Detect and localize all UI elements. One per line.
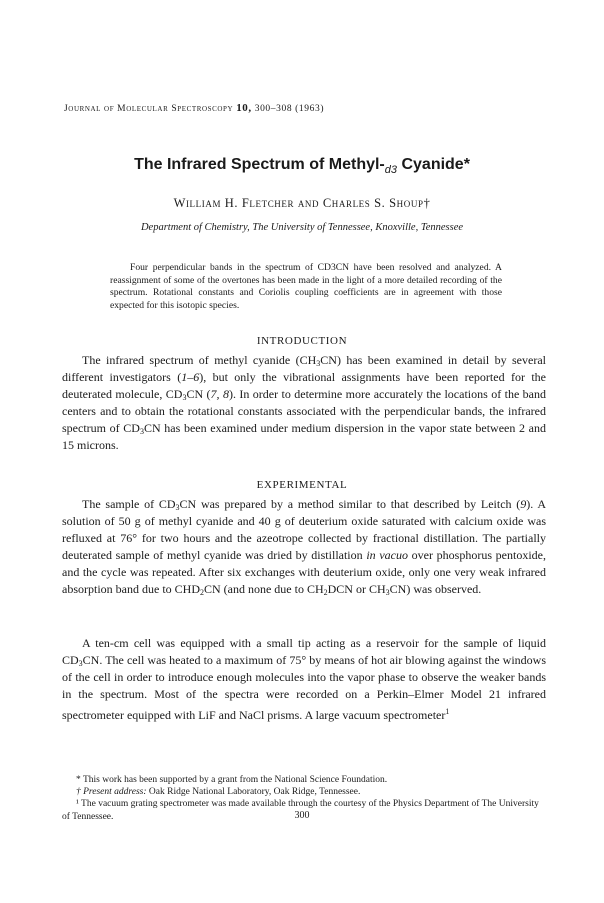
citation-1-6[interactable]: 1–6 [181, 370, 200, 385]
author-list: William H. Fletcher and Charles S. Shoup† [173, 196, 431, 210]
introduction-paragraph: The infrared spectrum of methyl cyanide $(CH_3CN)$ has been examined in detail by several different investigators (1–6), but only the vibrational assignments have been reported for the deuterated molecule, $CD_3CN$ (7, 8). In order to determine more accurately the locations of the band centers and to obtain the rotational constants associated with the perpendicular bands, the infrared spectrum of $CD_3CN$ has been examined under medium dispersion in the vapor state between 2 and 15 microns. [62, 353, 547, 453]
section-heading-experimental: EXPERIMENTAL [256, 479, 348, 491]
title-subscript: d3 [384, 164, 398, 177]
experimental-paragraph-2: A ten-cm cell was equipped with a small tip acting as a reservoir for the sample of liquid $CD_3CN$. The cell was heated to a maximum of 75° by means of hot air blowing against the windows of the cell in order to introduce enough molecules into the vapor phase to observe the weaker bands in the spectrum. Most of the spectra were recorded on a Perkin–Elmer Model 21 infrared spectrometer equipped with LiF and NaCl prisms. A large vacuum spectrometer$^1$ [62, 636, 546, 723]
abstract: Four perpendicular bands in the spectrum of CD3CN have been resolved and analyzed. A reassignment of some of the overtones has been made in the light of a more detailed recording of the spectrum. Rotational constants and Coriolis coupling coefficients are in agreement with those expected for this isotopic species. [110, 262, 502, 311]
citation-9[interactable]: 9 [520, 497, 527, 511]
journal-header [64, 102, 324, 114]
footnote-marker-1[interactable]: 1 [445, 707, 450, 717]
footnote-funding: * This work has been supported by a grant from the National Science Foundation. [76, 775, 388, 785]
experimental-paragraph-1: The sample of $CD_3CN$ was prepared by a method similar to that described by Leitch (9). A solution of 50 g of methyl cyanide and 40 g of deuterium oxide saturated with calcium oxide was refluxed at 76° for two hours and the azeotrope collected by fractional distillation. The partially deuterated sample of methyl cyanide was dried by distillation in vacuo over phosphorus pentoxide, and the cycle was repeated. After six exchanges with deuterium oxide, only one very weak infrared absorption band due to $CHD_2CN$ (and none due to $CH_2DCN$ or $CH_3CN$) was observed. [62, 497, 547, 598]
citation-7-8[interactable]: 7, 8 [210, 387, 229, 402]
section-heading-introduction: INTRODUCTION [256, 335, 348, 347]
journal-pages-year: 300–308 (1963) [254, 104, 325, 114]
footnote-address: † Present address: Oak Ridge National Laboratory, Oak Ridge, Tennessee. [76, 787, 361, 798]
journal-name: Journal of Molecular Spectroscopy [64, 104, 234, 114]
journal-volume: 10, [236, 102, 252, 114]
page-number: 300 [294, 810, 310, 821]
affiliation: Department of Chemistry, The University of Tennessee, Knoxville, Tennessee [140, 222, 464, 233]
footnote-spectrometer: ¹ The vacuum grating spectrometer was made available through the courtesy of the Physics Department of The University of Tennessee. [62, 799, 539, 822]
paper-title: The Infrared Spectrum of Methyl-$_{d3}$ Cyanide* [134, 156, 470, 177]
